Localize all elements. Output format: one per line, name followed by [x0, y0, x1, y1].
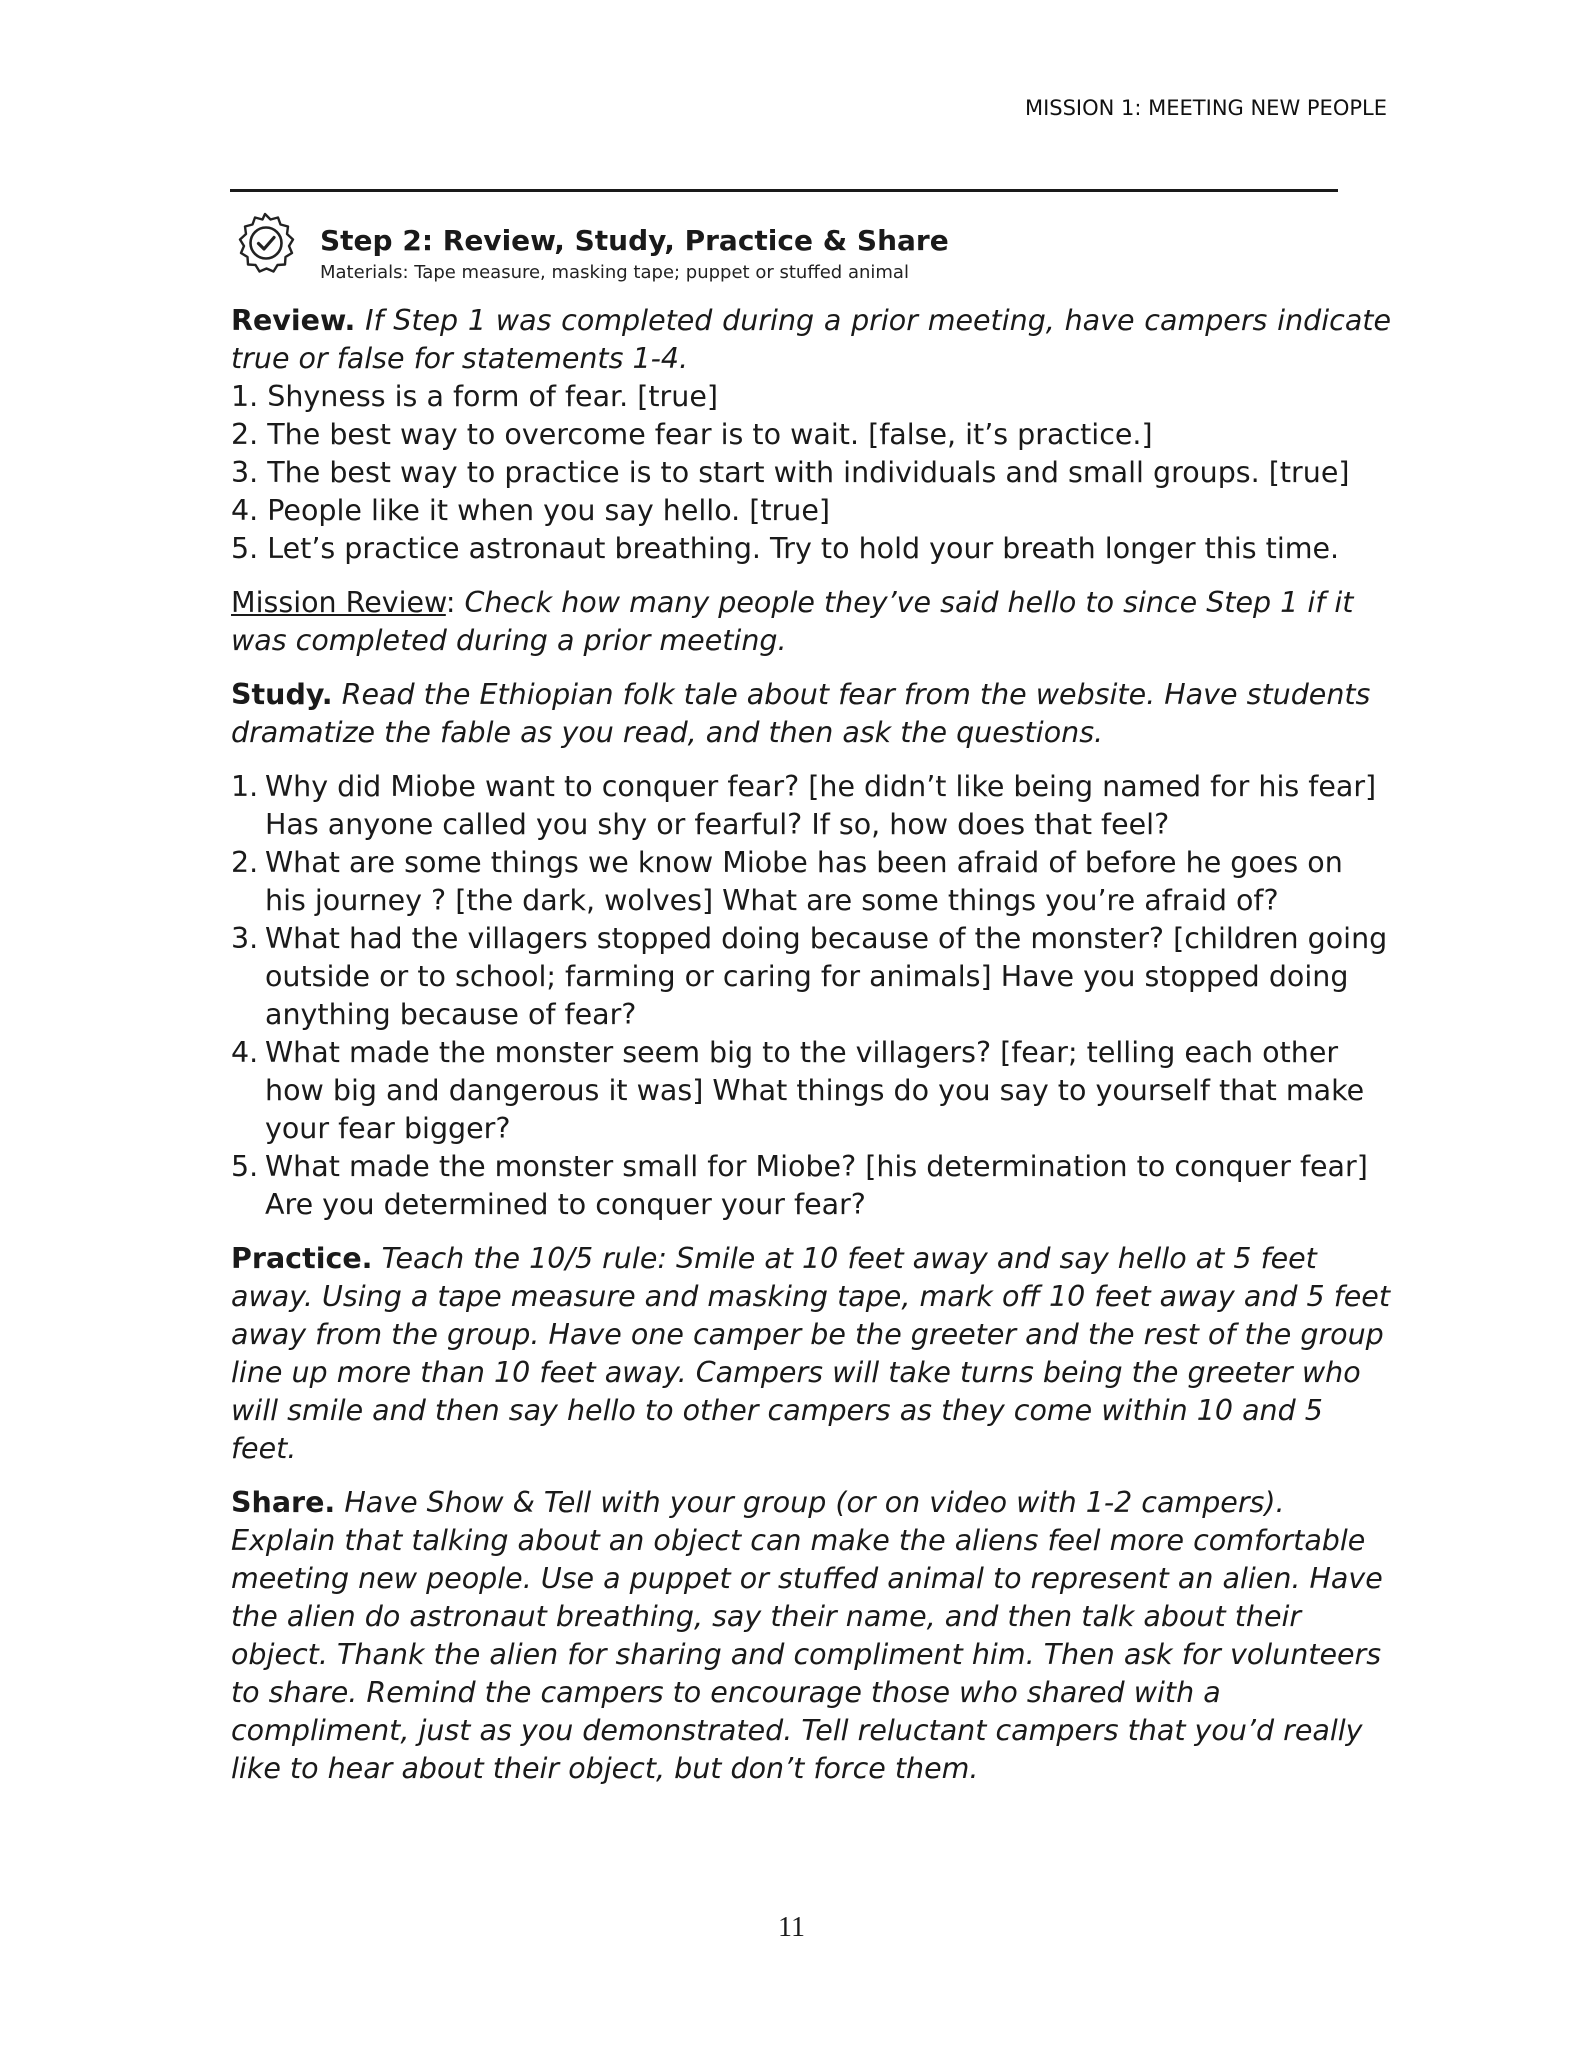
mission-review-label: Mission Review: [231, 586, 446, 619]
study-instruction: Read the Ethiopian folk tale about fear from the website. Have students dramatize the fable as you read, and then ask the questions.: [231, 678, 1371, 749]
review-statement: 5. Let’s practice astronaut breathing. Try to hold your breath longer this time.: [231, 532, 1340, 565]
review-statements: [231, 378, 1391, 568]
question-text: What are some things we know Miobe has been afraid of before he goes on his journey ? [the dark, wolves] What are some things you’re afraid of?: [265, 846, 1343, 917]
question-number: 4.: [231, 1036, 259, 1069]
share-label: Share.: [231, 1486, 336, 1519]
step-title: Step 2: Review, Study, Practice & Share: [320, 224, 949, 257]
review-label: Review.: [231, 304, 356, 337]
materials-line: Materials: Tape measure, masking tape; puppet or stuffed animal: [320, 262, 909, 283]
study-paragraph: [231, 676, 1391, 752]
study-label: Study.: [231, 678, 333, 711]
practice-text: Teach the 10/5 rule: Smile at 10 feet away and say hello at 5 feet away. Using a tape measure and masking tape, mark off 10 feet away and 5 feet away from the group. Have one camper be the greeter and the rest of the group line up more than 10 feet away. Campers will take turns being the greeter who will smile and then say hello to other campers as they come within 10 and 5 feet.: [231, 1242, 1390, 1465]
mission-review-text: Check how many people they’ve said hello to since Step 1 if it was completed during a prior meeting.: [231, 586, 1354, 657]
review-paragraph: [231, 302, 1391, 378]
question-number: 1.: [231, 770, 259, 803]
list-item: [231, 844, 1391, 920]
question-number: 5.: [231, 1150, 259, 1183]
share-text: Have Show & Tell with your group (or on video with 1-2 campers). Explain that talking about an object can make the aliens feel more comfortable meeting new people. Use a puppet or stuffed animal to represent an alien. Have the alien do astronaut breathing, say their name, and then talk about their object. Thank the alien for sharing and compliment him. Then ask for volunteers to share. Remind the campers to encourage those who shared with a compliment, just as you demonstrated. Tell reluctant campers that you’d really like to hear about their object, but don’t force them.: [231, 1486, 1383, 1785]
mission-review-separator: :: [445, 586, 456, 619]
practice-label: Practice.: [231, 1242, 373, 1275]
mission-review-paragraph: [231, 584, 1391, 660]
review-statement: 1. Shyness is a form of fear. [true]: [231, 380, 718, 413]
question-text: Why did Miobe want to conquer fear? [he didn’t like being named for his fear] Has anyone called you shy or fearful? If so, how does that feel?: [265, 770, 1377, 841]
study-questions: [231, 768, 1391, 1224]
list-item: [231, 1148, 1391, 1224]
practice-paragraph: [231, 1240, 1391, 1468]
page-number: 11: [778, 1912, 805, 1943]
header-rule: [230, 189, 1338, 192]
running-header: MISSION 1: MEETING NEW PEOPLE: [1024, 96, 1387, 120]
question-number: 2.: [231, 846, 259, 879]
question-text: What made the monster seem big to the villagers? [fear; telling each other how big and dangerous it was] What things do you say to yourself that make your fear bigger?: [265, 1036, 1365, 1145]
review-instruction: If Step 1 was completed during a prior meeting, have campers indicate true or false for statements 1-4.: [231, 304, 1391, 375]
review-statement: 4. People like it when you say hello. [true]: [231, 494, 830, 527]
question-number: 3.: [231, 922, 259, 955]
step-content: [231, 302, 1391, 1788]
check-badge-icon: [234, 212, 296, 274]
question-text: What made the monster small for Miobe? [his determination to conquer fear] Are you determined to conquer your fear?: [265, 1150, 1368, 1221]
list-item: [231, 768, 1391, 844]
list-item: [231, 920, 1391, 1034]
share-paragraph: [231, 1484, 1391, 1788]
list-item: [231, 1034, 1391, 1148]
question-text: What had the villagers stopped doing because of the monster? [children going outside or to school; farming or caring for animals] Have you stopped doing anything because of fear?: [265, 922, 1388, 1031]
review-statement: 3. The best way to practice is to start with individuals and small groups. [true]: [231, 456, 1350, 489]
review-statement: 2. The best way to overcome fear is to wait. [false, it’s practice.]: [231, 418, 1153, 451]
